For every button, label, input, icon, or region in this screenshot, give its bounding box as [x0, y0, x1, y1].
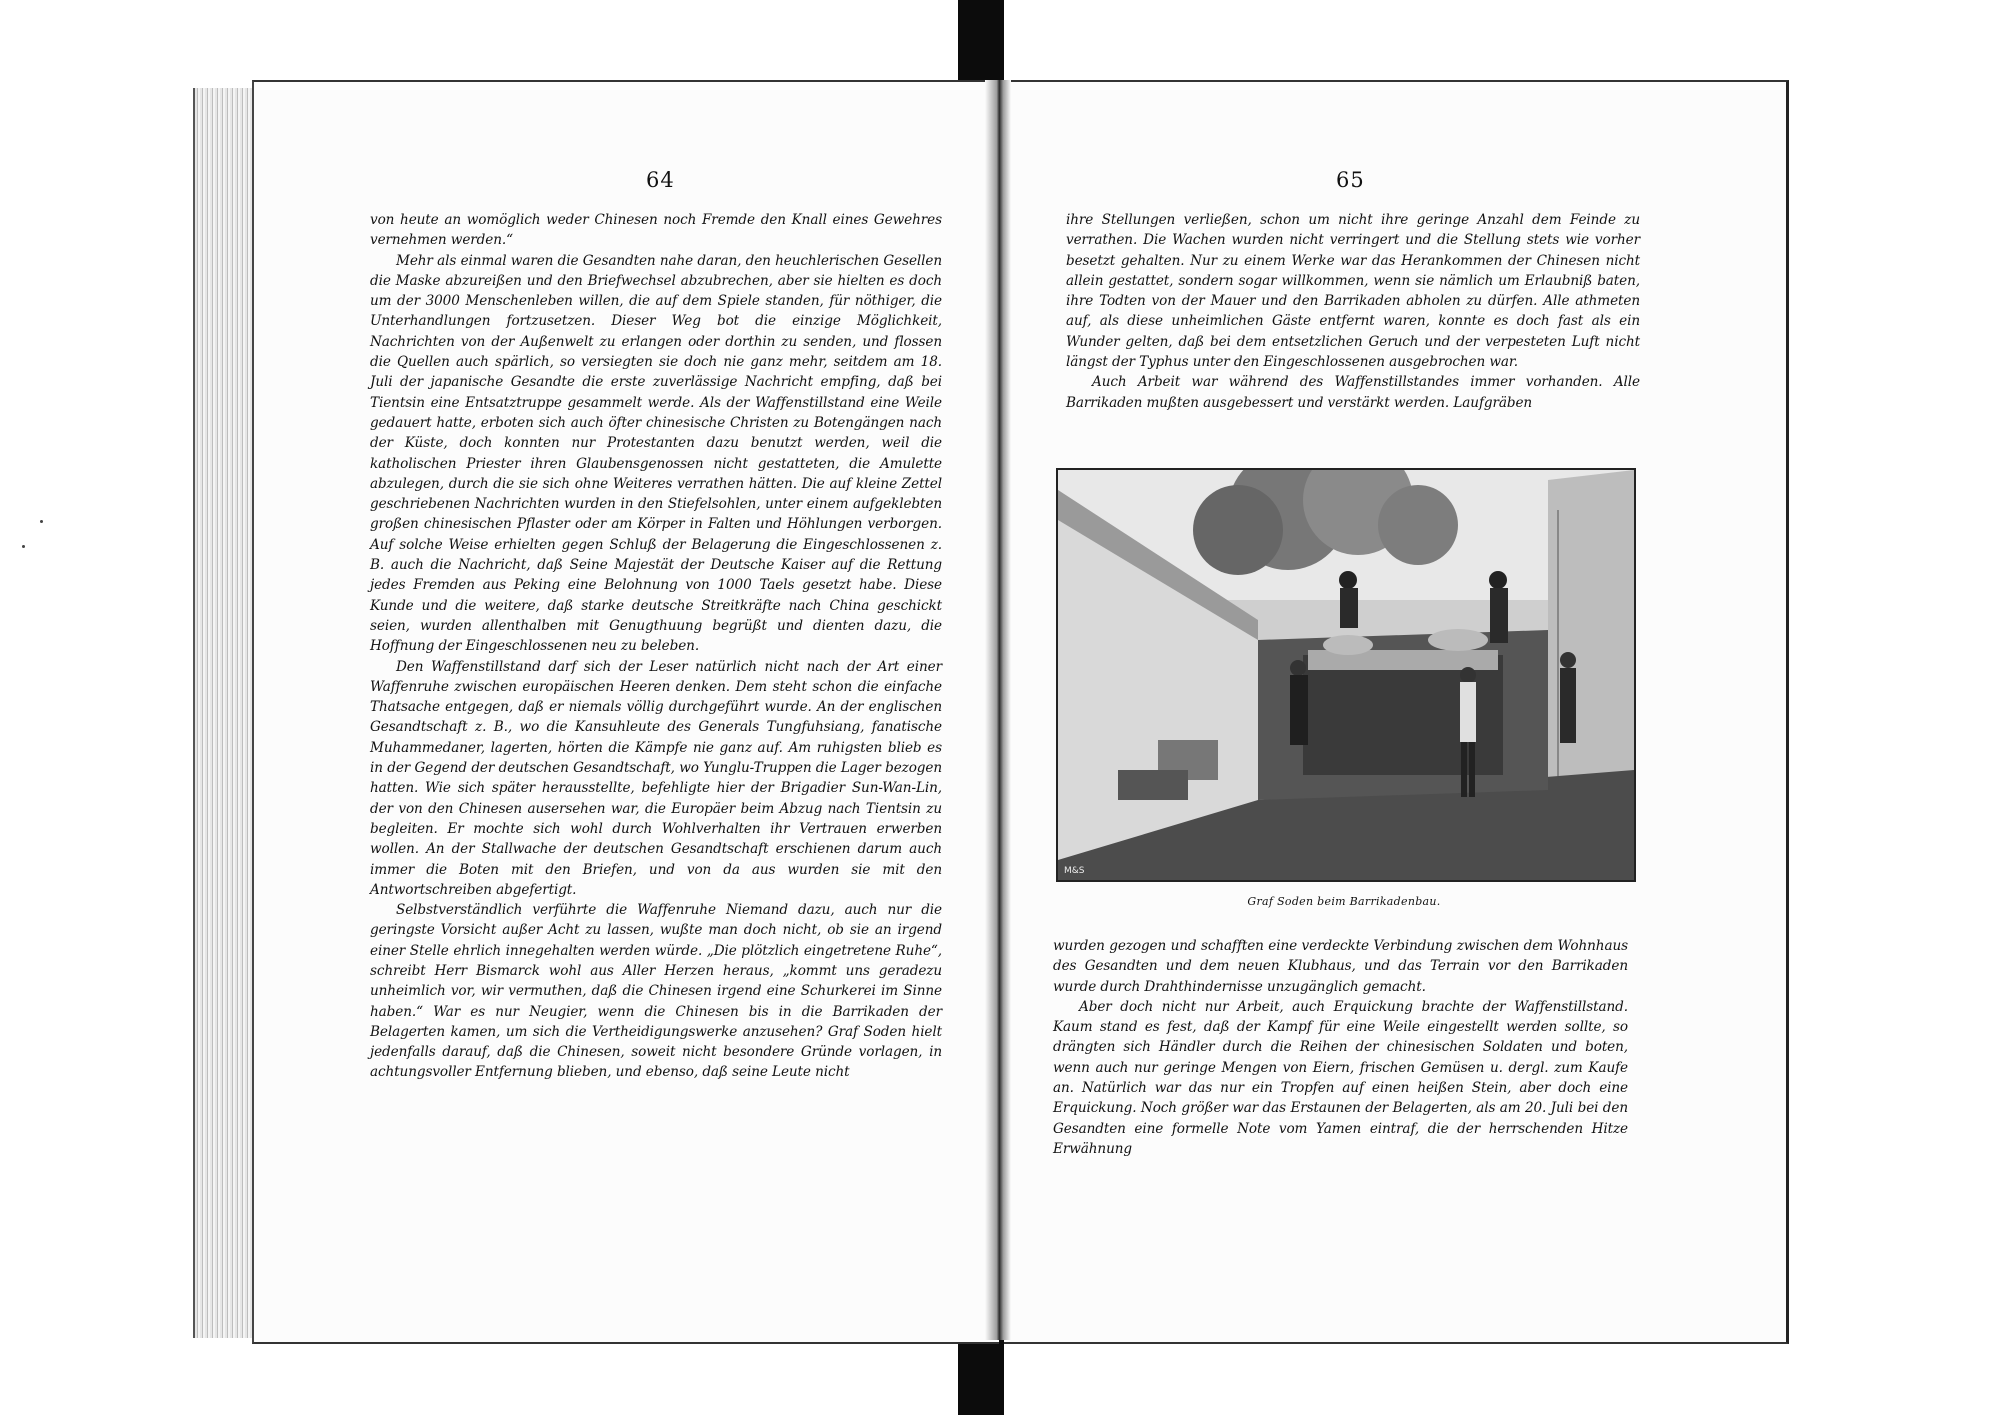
scanner-shadow-top — [958, 0, 1004, 80]
scanner-shadow-bottom — [958, 1335, 1004, 1415]
scan-speck — [40, 520, 43, 523]
left-page-text — [370, 210, 942, 1083]
book-spine — [985, 80, 1011, 1340]
right-page-number: 65 — [1336, 168, 1365, 192]
paragraph: ihre Stellungen verließen, schon um nicht ihre geringe Anzahl dem Feinde zu verrathen. Die Wachen wurden nicht verringert und die Stellung stets wie vorher besetzt gehalten. Nur zu einem Werke war das Herankommen der Chinesen nicht allein gestattet, sondern sogar willkommen, wenn sie nämlich um Erlaubniß baten, ihre Todten von der Mauer und den Barrikaden abholen zu dürfen. Alle athmeten auf, als diese unheimlichen Gäste entfernt waren, konnte es doch fast als ein Wunder gelten, daß bei dem entsetzlichen Geruch und der verpesteten Luft nicht längst der Typhus unter den Eingeschlossenen ausgebrochen war. — [1066, 212, 1640, 371]
paragraph: Mehr als einmal waren die Gesandten nahe daran, den heuchlerischen Gesellen die Maske abzureißen und den Briefwechsel abzubrechen, aber sie hielten es doch um der 3000 Menschenleben willen, die auf dem Spiele standen, für nöthiger, die Unterhandlungen fortzusetzen. Dieser Weg bot die einzige Möglichkeit, Nachrichten von der Außenwelt zu erlangen oder dorthin zu senden, und flossen die Quellen auch spärlich, so versiegten sie doch nie ganz mehr, seitdem am 18. Juli der japanische Gesandte die erste zuverlässige Nachricht empfing, daß bei Tientsin eine Entsatztruppe gesammelt werde. Als der Waffenstillstand eine Weile gedauert hatte, erboten sich auch öfter chinesische Christen zu Botengängen nach der Küste, doch konnten nur Protestanten dazu benutzt werden, weil die katholischen Priester ihren Glaubensgenossen nicht gestatteten, die Amulette abzulegen, durch die sie sich ohne Weiteres verrathen hätten. Die auf kleine Zettel geschriebenen Nachrichten wurden in den Stiefelsohlen, unter einem aufgeklebten großen chinesischen Pflaster oder am Körper in Falten und Höhlungen verborgen. Auf solche Weise erhielten gegen Schluß der Belagerung die Eingeschlossenen z. B. auch die Nachricht, daß Seine Majestät der Deutsche Kaiser auf die Rettung jedes Fremden aus Peking eine Belohnung von 1000 Taels gesetzt habe. Diese Kunde und die weitere, daß starke deutsche Streitkräfte nach China geschickt seien, wurden allenthalben mit Genugthuung begrüßt und dienten dazu, die Hoffnung der Eingeschlossenen neu zu beleben. — [370, 252, 942, 655]
right-page-text-top — [1066, 210, 1640, 413]
photo-illustration — [1058, 470, 1634, 880]
paragraph: von heute an womöglich weder Chinesen noch Fremde den Knall eines Gewehres vernehmen werden.“ — [370, 212, 942, 249]
photo-caption: Graf Soden beim Barrikadenbau. — [1247, 895, 1441, 908]
paragraph: Den Waffenstillstand darf sich der Leser natürlich nicht nach der Art einer Waffenruhe zwischen europäischen Heeren denken. Dem steht schon die einfache Thatsache entgegen, daß er niemals völlig durchgeführt wurde. An der englischen Gesandtschaft z. B., wo die Kansuhleute des Generals Tungfuhsiang, fanatische Muhammedaner, lagerten, hörten die Kämpfe nie ganz auf. Am ruhigsten blieb es in der Gegend der deutschen Gesandtschaft, wo Yunglu-Truppen die Lager bezogen hatten. Wie sich später herausstellte, befehligte hier der Brigadier Sun-Wan-Lin, der von den Chinesen ausersehen war, die Europäer beim Abzug nach Tientsin zu begleiten. Er mochte sich wohl durch Wohlverhalten ihr Vertrauen erwerben wollen. An der Stallwache der deutschen Gesandtschaft erschienen darum auch immer die Boten mit den Briefen, und von da aus wurden sie mit den Antwortschreiben abgefertigt. — [370, 658, 942, 898]
paragraph: Auch Arbeit war während des Waffenstillstandes immer vorhanden. Alle Barrikaden mußten ausgebessert und verstärkt werden. Laufgräben — [1066, 374, 1640, 411]
right-page-text-bottom — [1053, 936, 1628, 1159]
page-stack-edge — [193, 88, 255, 1338]
paragraph: Selbstverständlich verführte die Waffenruhe Niemand dazu, auch nur die geringste Vorsicht außer Acht zu lassen, wußte man doch nicht, ob sie an irgend einer Stelle ehrlich innegehalten werden würde. „Die plötzlich eingetretene Ruhe“, schreibt Herr Bismarck wohl aus Aller Herzen heraus, „kommt uns geradezu unheimlich vor, wir vermuthen, daß die Chinesen irgend eine Schurkerei im Sinne haben.“ War es nur Neugier, wenn die Chinesen bis in die Barrikaden der Belagerten kamen, um sich die Vertheidigungswerke anzusehen? Graf Soden hielt jedenfalls darauf, daß die Chinesen, soweit nicht besondere Gründe vorlagen, in achtungsvoller Entfernung blieben, und ebenso, daß seine Leute nicht — [370, 902, 942, 1081]
paragraph: Aber doch nicht nur Arbeit, auch Erquickung brachte der Waffenstillstand. Kaum stand es fest, daß der Kampf für eine Weile eingestellt werden sollte, so drängten sich Händler durch die Reihen der chinesischen Soldaten und boten, wenn auch nur geringe Mengen von Eiern, frischen Gemüsen u. dergl. zum Kaufe an. Natürlich war das nur ein Tropfen auf einen heißen Stein, aber doch eine Erquickung. Noch größer war das Erstaunen der Belagerten, als am 20. Juli bei den Gesandten eine formelle Note vom Yamen eintraf, die der herrschenden Hitze Erwähnung — [1053, 998, 1628, 1157]
photo-monogram: M&S — [1064, 866, 1085, 876]
paragraph: wurden gezogen und schafften eine verdeckte Verbindung zwischen dem Wohnhaus des Gesandten und dem neuen Klubhaus, und das Terrain vor den Barrikaden wurde durch Drahthindernisse unzugänglich gemacht. — [1053, 938, 1628, 995]
left-page-number: 64 — [646, 168, 675, 192]
barricade-photo — [1056, 468, 1636, 882]
scan-speck — [22, 545, 25, 548]
